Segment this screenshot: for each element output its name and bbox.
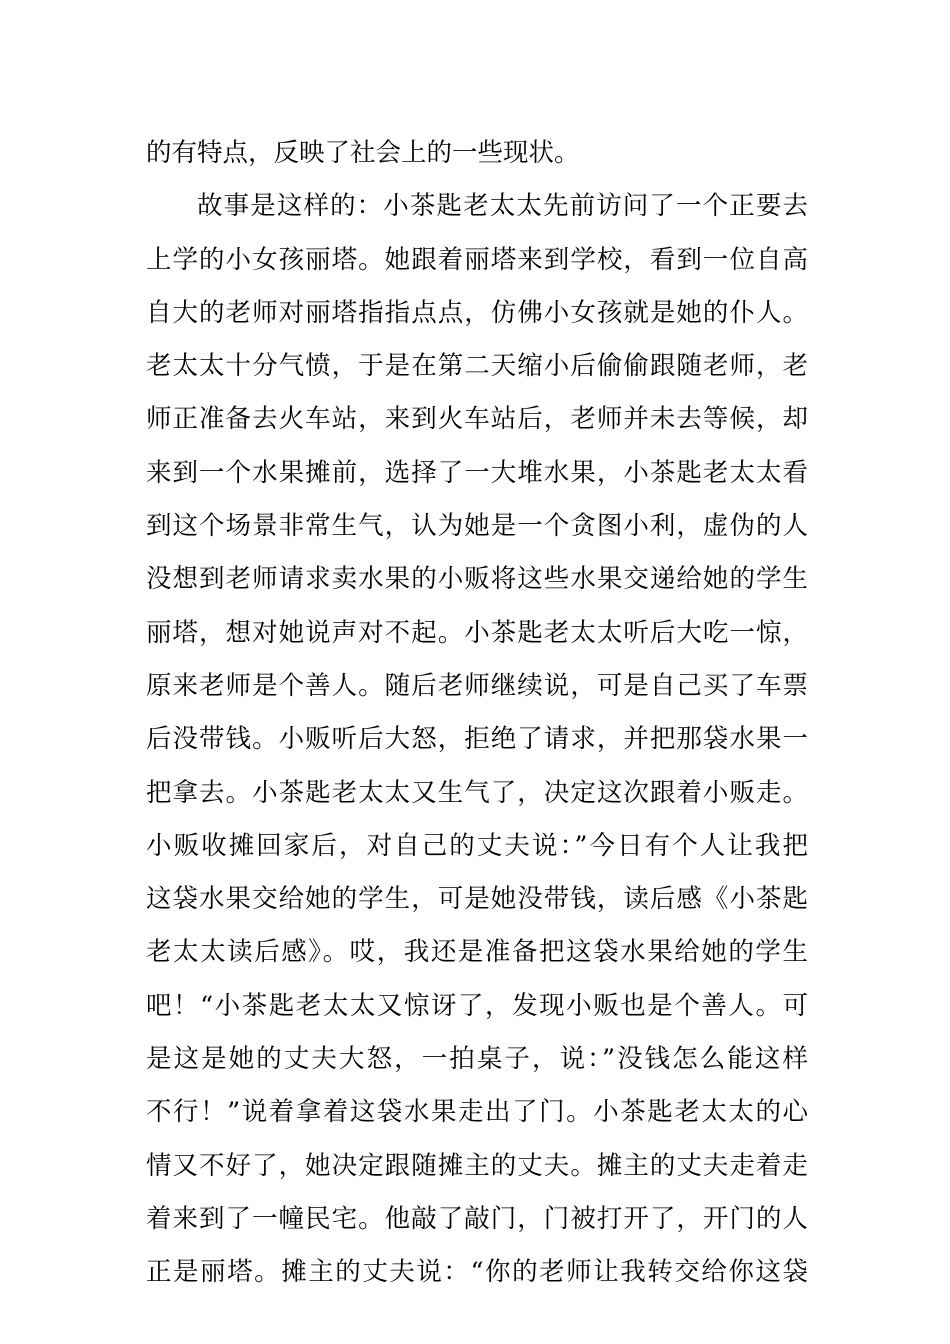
text-line: 来到一个水果摊前，选择了一大堆水果，小茶匙老太太看 <box>146 457 808 488</box>
text-line: 着来到了一幢民宅。他敲了敲门，门被打开了，开门的人 <box>146 1203 808 1234</box>
text-line: 故事是这样的：小茶匙老太太先前访问了一个正要去 <box>197 191 808 222</box>
text-line: 正是丽塔。摊主的丈夫说：“你的老师让我转交给你这袋 <box>146 1257 808 1288</box>
text-line: 的有特点，反映了社会上的一些现状。 <box>146 138 580 168</box>
text-line: 丽塔，想对她说声对不起。小茶匙老太太听后大吃一惊， <box>146 617 808 648</box>
text-line: 老太太十分气愤，于是在第二天缩小后偷偷跟随老师，老 <box>146 351 808 382</box>
text-line: 不行！”说着拿着这袋水果走出了门。小茶匙老太太的心 <box>146 1097 808 1128</box>
text-line: 是这是她的丈夫大怒，一拍桌子，说：”没钱怎么能这样 <box>146 1044 808 1075</box>
text-line: 吧！“小茶匙老太太又惊讶了，发现小贩也是个善人。可 <box>146 990 808 1021</box>
text-line: 师正准备去火车站，来到火车站后，老师并未去等候，却 <box>146 404 808 435</box>
text-line: 这袋水果交给她的学生，可是她没带钱，读后感《小茶匙 <box>146 884 808 915</box>
text-line: 情又不好了，她决定跟随摊主的丈夫。摊主的丈夫走着走 <box>146 1150 808 1181</box>
text-line: 原来老师是个善人。随后老师继续说，可是自己买了车票 <box>146 670 808 701</box>
text-line: 后没带钱。小贩听后大怒，拒绝了请求，并把那袋水果一 <box>146 724 808 755</box>
text-line: 把拿去。小茶匙老太太又生气了，决定这次跟着小贩走。 <box>146 777 808 808</box>
body-text <box>146 127 808 1300</box>
text-line: 没想到老师请求卖水果的小贩将这些水果交递给她的学生 <box>146 564 808 595</box>
text-line: 上学的小女孩丽塔。她跟着丽塔来到学校，看到一位自高 <box>146 244 808 275</box>
text-line: 自大的老师对丽塔指指点点，仿佛小女孩就是她的仆人。 <box>146 297 808 328</box>
text-line: 到这个场景非常生气，认为她是一个贪图小利，虚伪的人 <box>146 511 808 542</box>
text-line: 老太太读后感》。哎，我还是准备把这袋水果给她的学生 <box>146 937 808 968</box>
text-line: 小贩收摊回家后，对自己的丈夫说：”今日有个人让我把 <box>146 830 808 861</box>
